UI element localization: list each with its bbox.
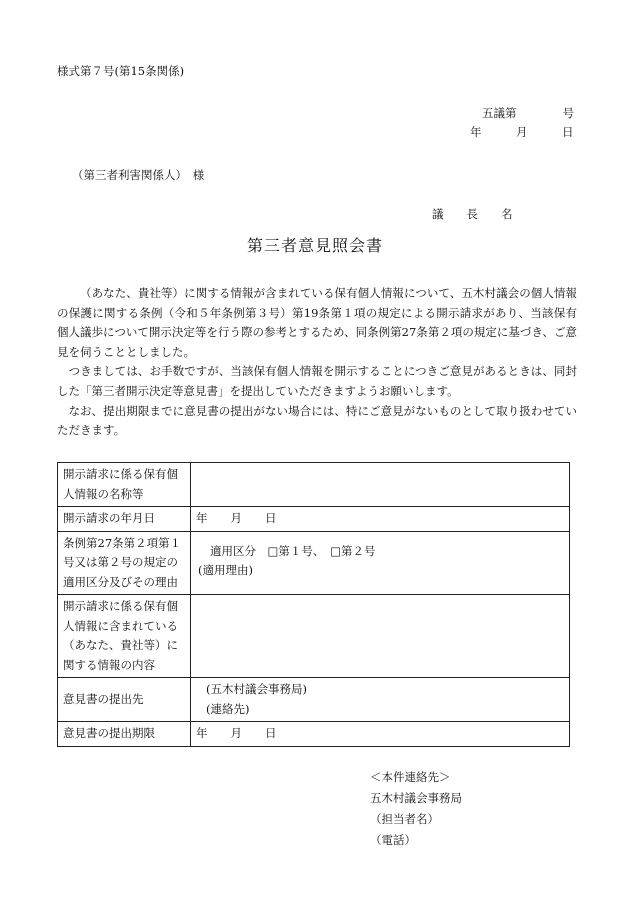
info-table [57, 462, 570, 747]
contact-person: （担当者名） [370, 812, 439, 826]
contact-block [370, 767, 462, 851]
row-label: 意見書の提出先 [58, 678, 191, 722]
table-row [58, 463, 570, 507]
row-value-line: 適用区分 □第１号、 □第２号 [210, 543, 376, 558]
form-number: 様式第７号(第15条関係) [57, 64, 185, 78]
sender-name: 議 長 名 [432, 207, 513, 221]
table-row [58, 507, 570, 532]
row-value [191, 531, 570, 595]
table-row [58, 595, 570, 678]
table-row [58, 531, 570, 595]
contact-office: 五木村議会事務局 [370, 791, 462, 805]
row-value: 年 月 日 [191, 507, 570, 532]
row-value-line: (五木村議会事務局) [206, 682, 307, 696]
contact-heading: ＜本件連絡先＞ [370, 770, 451, 784]
contact-phone: （電話） [370, 833, 416, 847]
document-title: 第三者意見照会書 [246, 236, 383, 255]
row-value: 年 月 日 [191, 722, 570, 747]
body-paragraph: （あなた、貴社等）に関する情報が含まれている保有個人情報について、五木村議会の個人情報の保護に関する条例（令和５年条例第３号）第19条第１項の規定による開示請求があり、当該保有個人議歩について開示決定等を行う際の参考とするため、同条例第27条第２項の規定に基づき、ご意見を伺うこととしました。 [57, 286, 577, 359]
row-value [191, 463, 570, 507]
document-number: 五議第 号 [482, 106, 574, 120]
addressee: （第三者利害関係人） 様 [72, 168, 205, 182]
row-value [191, 595, 570, 678]
table-row [58, 678, 570, 722]
document-date: 年 月 日 [470, 125, 574, 139]
body-text [57, 284, 577, 441]
row-label: 条例第27条第２項第１号又は第２号の規定の適用区分及びその理由 [58, 531, 191, 595]
row-label: 開示請求の年月日 [58, 507, 191, 532]
row-value-line: (適用理由) [198, 563, 253, 577]
table-row [58, 722, 570, 747]
body-paragraph: なお、提出期限までに意見書の提出がない場合には、特にご意見がないものとして取り扱わせていただきます。 [57, 403, 577, 438]
row-label: 意見書の提出期限 [58, 722, 191, 747]
row-value-line: (連絡先) [206, 701, 250, 716]
row-label: 開示請求に係る保有個人情報に含まれている（あなた、貴社等）に関する情報の内容 [58, 595, 191, 678]
row-label: 開示請求に係る保有個人情報の名称等 [58, 463, 191, 507]
row-value [191, 678, 570, 722]
body-paragraph: つきましては、お手数ですが、当該保有個人情報を開示することにつきご意見があるときは、同封した「第三者開示決定等意見書」を提出していただきますようお願いします。 [57, 364, 577, 398]
